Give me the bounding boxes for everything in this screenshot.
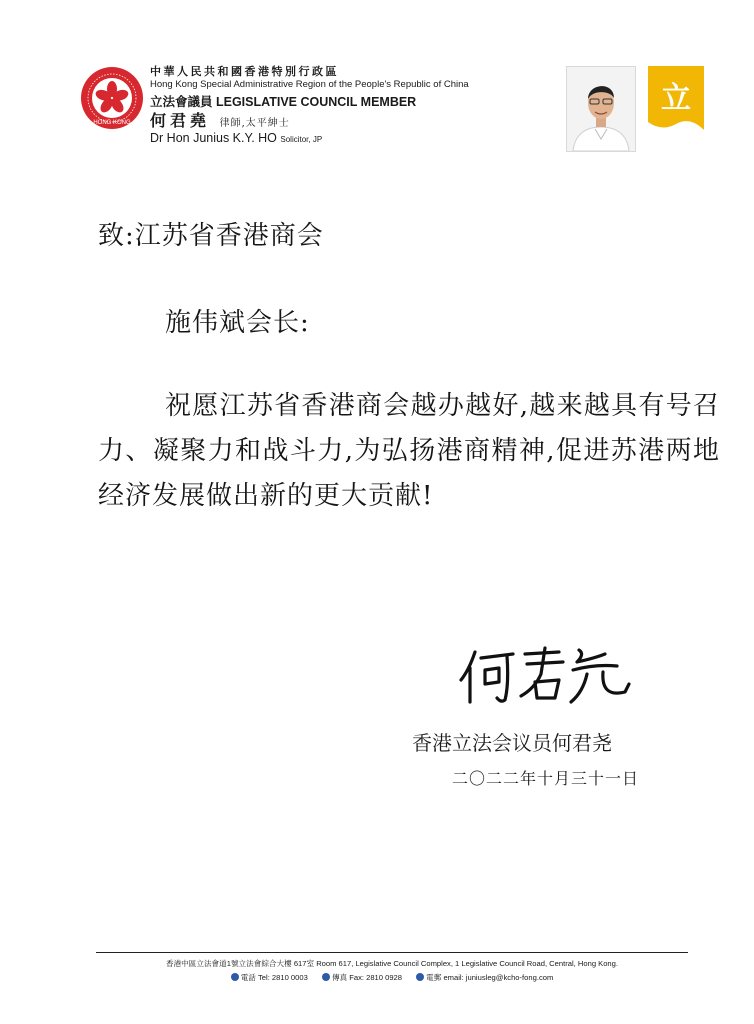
hksar-emblem-icon bbox=[80, 66, 144, 130]
government-name-cn: 中華人民共和國香港特別行政區 bbox=[150, 65, 339, 78]
member-name-cn: 何君堯 律師,太平紳士 bbox=[150, 110, 290, 130]
member-title-en: Solicitor, JP bbox=[280, 135, 323, 145]
letter-date: 二〇二二年十月三十一日 bbox=[452, 769, 640, 788]
footer-phone: 電話 Tel: 2810 0003 bbox=[231, 973, 308, 982]
signer-title: 香港立法会议员何君尧 bbox=[412, 731, 612, 755]
footer-email[interactable]: 電郵 email: juniusleg@kcho-fong.com bbox=[416, 973, 553, 982]
party-flag-icon bbox=[648, 66, 704, 130]
fax-icon bbox=[322, 973, 330, 981]
footer-fax: 傳真 Fax: 2810 0928 bbox=[322, 973, 402, 982]
salutation: 施伟斌会长: bbox=[165, 308, 310, 338]
footer-divider bbox=[96, 952, 688, 953]
footer-contact bbox=[96, 972, 688, 983]
svg-text:立: 立 bbox=[661, 81, 691, 116]
letter-body: 祝愿江苏省香港商会越办越好,越来越具有号召力、凝聚力和战斗力,为弘扬港商精神,促进苏港两地经济发展做出新的更大贡献! bbox=[98, 391, 720, 511]
email-icon bbox=[416, 973, 424, 981]
recipient-line: 致:江苏省香港商会 bbox=[98, 221, 324, 251]
handwritten-signature bbox=[455, 640, 635, 710]
member-portrait-photo bbox=[566, 66, 636, 152]
council-member-title: 立法會議員 LEGISLATIVE COUNCIL MEMBER bbox=[150, 94, 417, 109]
member-name-en: Dr Hon Junius K.Y. HO Solicitor, JP bbox=[150, 131, 323, 146]
svg-text:HONG KONG: HONG KONG bbox=[93, 120, 131, 126]
member-title-cn: 律師,太平紳士 bbox=[219, 117, 290, 129]
letterhead bbox=[150, 65, 469, 146]
phone-icon bbox=[231, 973, 239, 981]
footer-address: 香港中區立法會道1號立法會綜合大樓 617室 Room 617, Legislative Council Complex, 1 Legislative Council Road, Central, Hong Kong. bbox=[165, 959, 618, 968]
government-name-en: Hong Kong Special Administrative Region of the People's Republic of China bbox=[150, 78, 469, 90]
